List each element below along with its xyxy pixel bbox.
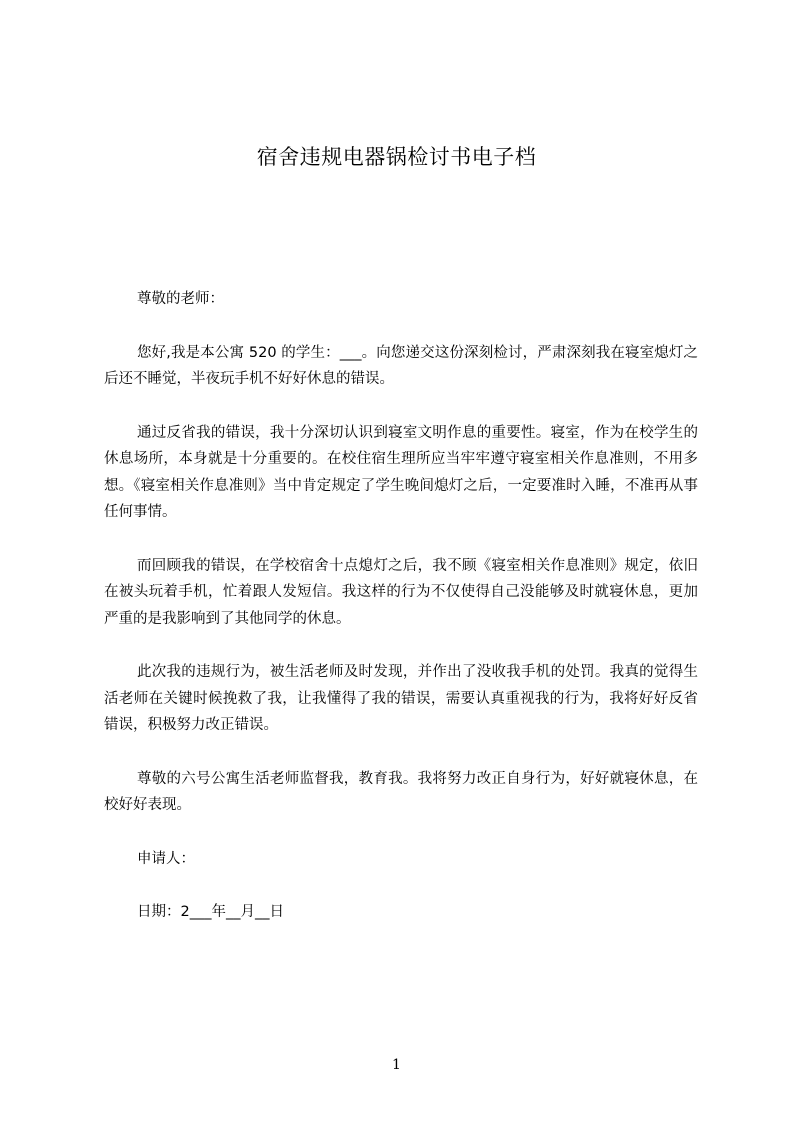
applicant-line: 申请人： [137, 850, 195, 867]
salutation: 尊敬的老师： [137, 291, 224, 307]
body-paragraph: 通过反省我的错误，我十分深切认识到寝室文明作息的重要性。寝室，作为在校学生的休息场所，本身就是十分重要的。在校住宿生理所应当牢牢遵守寝室相关作息准则，不用多想。《寝室相关作息准则》当中肯定规定了学生晚间熄灯之后，一定要准时入睡，不准再从事任何事情。 [104, 424, 698, 520]
document-body [104, 286, 698, 953]
body-paragraph: 此次我的违规行为，被生活老师及时发现，并作出了没收我手机的处罚。我真的觉得生活老师在关键时候挽救了我，让我懂得了我的错误，需要认真重视我的行为，我将好好反省错误，积极努力改正错误。 [104, 664, 698, 733]
date-line: 日期：2___年__月__日 [137, 904, 284, 920]
document-title: 宿舍违规电器锅检讨书电子档 [256, 145, 537, 169]
body-paragraph: 而回顾我的错误，在学校宿舍十点熄灯之后，我不顾《寝室相关作息准则》规定，依旧在被头玩着手机，忙着跟人发短信。我这样的行为不仅使得自己没能够及时就寝休息，更加严重的是我影响到了其他同学的休息。 [104, 557, 698, 627]
page-number: 1 [392, 1057, 401, 1073]
body-paragraph: 尊敬的六号公寓生活老师监督我，教育我。我将努力改正自身行为，好好就寝休息，在校好好表现。 [104, 770, 698, 813]
body-paragraph: 您好,我是本公寓 520 的学生：___。向您递交这份深刻检讨，严肃深刻我在寝室熄灯之后还不睡觉，半夜玩手机不好好休息的错误。 [104, 344, 698, 387]
